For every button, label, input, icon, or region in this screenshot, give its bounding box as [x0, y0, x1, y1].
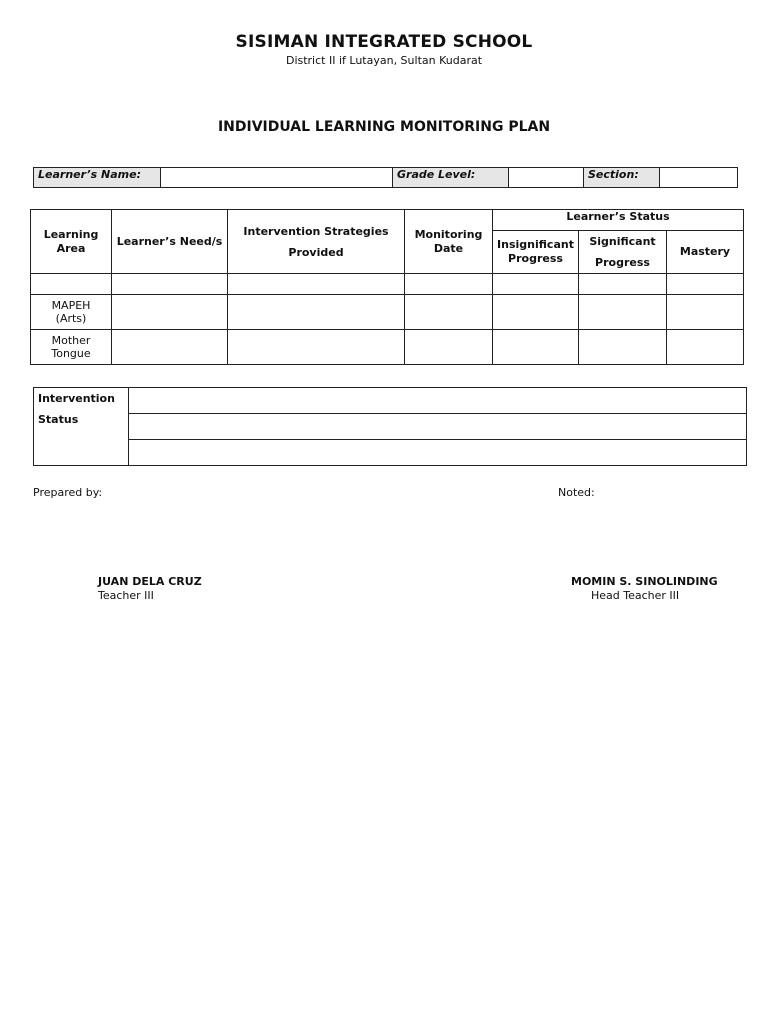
table-row: [31, 274, 744, 295]
monitoring-date-cell[interactable]: [405, 330, 493, 365]
intervention-status-table: [33, 387, 747, 466]
monitoring-date-cell[interactable]: [405, 295, 493, 330]
learning-area-cell: Mother Tongue: [31, 330, 112, 365]
preparer-title: Teacher III: [98, 589, 154, 602]
learning-area-cell: [31, 274, 112, 295]
prepared-by-label: Prepared by:: [33, 486, 103, 499]
intervention-status-line[interactable]: [129, 414, 747, 440]
intervention-status-line[interactable]: [129, 388, 747, 414]
header-significant-progress: Significant Progress: [579, 231, 667, 274]
noted-label: Noted:: [558, 486, 595, 499]
significant-cell[interactable]: [579, 330, 667, 365]
insignificant-cell[interactable]: [493, 274, 579, 295]
school-name: SISIMAN INTEGRATED SCHOOL: [235, 32, 533, 52]
strategies-cell[interactable]: [228, 330, 405, 365]
needs-cell[interactable]: [112, 330, 228, 365]
significant-cell[interactable]: [579, 295, 667, 330]
strategies-cell[interactable]: [228, 295, 405, 330]
school-address: District II if Lutayan, Sultan Kudarat: [285, 54, 483, 67]
intervention-status-line[interactable]: [129, 440, 747, 466]
mastery-cell[interactable]: [667, 274, 744, 295]
table-row: [31, 295, 744, 330]
insignificant-cell[interactable]: [493, 295, 579, 330]
mastery-cell[interactable]: [667, 330, 744, 365]
header-mastery: Mastery: [667, 231, 744, 274]
learner-name-label: Learner’s Name:: [34, 168, 161, 188]
header-learning-area: Learning Area: [31, 210, 112, 274]
insignificant-cell[interactable]: [493, 330, 579, 365]
intervention-status-label: Intervention Status: [34, 388, 129, 466]
preparer-name: JUAN DELA CRUZ: [98, 575, 202, 588]
section-label: Section:: [584, 168, 660, 188]
needs-cell[interactable]: [112, 295, 228, 330]
noter-title: Head Teacher III: [591, 589, 680, 602]
table-row: [31, 330, 744, 365]
header-learner-needs: Learner’s Need/s: [112, 210, 228, 274]
header-insignificant-progress: Insignificant Progress: [493, 231, 579, 274]
grade-level-label: Grade Level:: [393, 168, 509, 188]
learner-info-table: [33, 167, 738, 188]
mastery-cell[interactable]: [667, 295, 744, 330]
learner-name-field[interactable]: [161, 168, 393, 188]
grade-level-field[interactable]: [509, 168, 584, 188]
monitoring-table: [30, 209, 744, 365]
noter-name: MOMIN S. SINOLINDING: [571, 575, 718, 588]
monitoring-date-cell[interactable]: [405, 274, 493, 295]
section-field[interactable]: [660, 168, 738, 188]
header-monitoring-date: Monitoring Date: [405, 210, 493, 274]
learning-area-cell: MAPEH (Arts): [31, 295, 112, 330]
document-title: INDIVIDUAL LEARNING MONITORING PLAN: [217, 119, 551, 135]
needs-cell[interactable]: [112, 274, 228, 295]
header-learners-status: Learner’s Status: [493, 210, 744, 231]
strategies-cell[interactable]: [228, 274, 405, 295]
significant-cell[interactable]: [579, 274, 667, 295]
header-intervention-strategies: Intervention Strategies Provided: [228, 210, 405, 274]
